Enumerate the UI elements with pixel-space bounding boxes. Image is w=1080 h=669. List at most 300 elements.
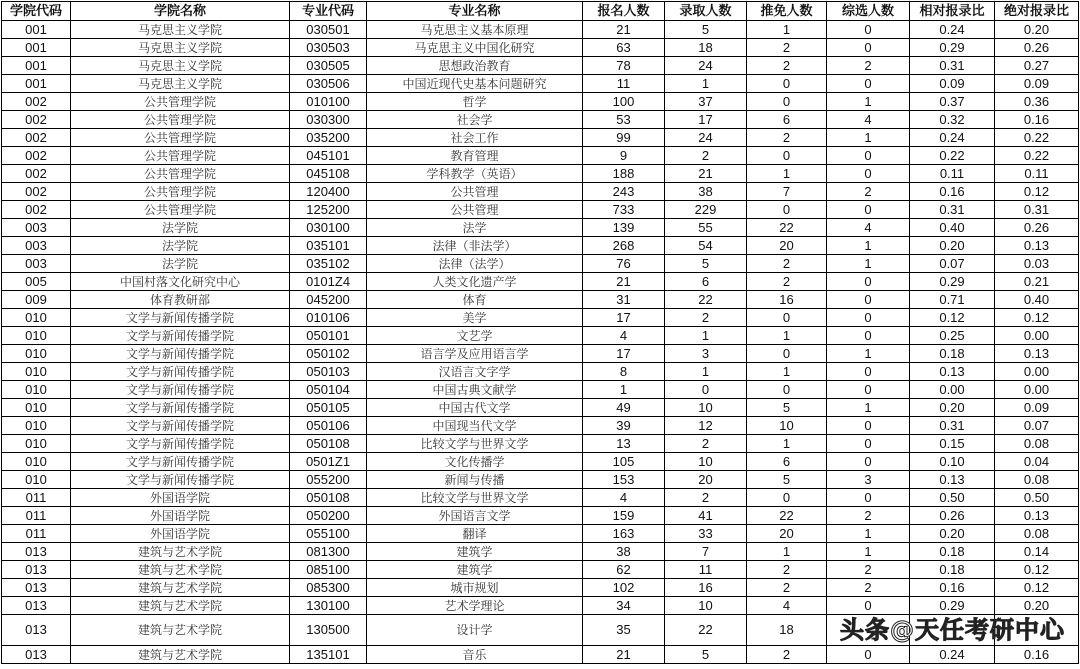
table-cell: 2 <box>747 129 827 147</box>
table-cell: 11 <box>665 561 747 579</box>
table-cell: 003 <box>2 237 71 255</box>
table-cell: 5 <box>665 21 747 39</box>
table-cell: 8 <box>583 363 665 381</box>
table-cell: 0.40 <box>995 291 1079 309</box>
table-cell: 建筑与艺术学院 <box>71 615 290 646</box>
table-row <box>2 543 1079 561</box>
table-cell: 建筑与艺术学院 <box>71 597 290 615</box>
table-cell: 011 <box>2 489 71 507</box>
table-cell: 0 <box>747 93 827 111</box>
table-cell: 38 <box>665 183 747 201</box>
admission-table <box>1 1 1079 664</box>
table-cell: 159 <box>583 507 665 525</box>
table-cell: 0 <box>747 381 827 399</box>
table-cell: 文学与新闻传播学院 <box>71 399 290 417</box>
table-cell: 013 <box>2 561 71 579</box>
header-row <box>2 2 1079 21</box>
table-cell: 4 <box>583 327 665 345</box>
table-cell: 1 <box>583 381 665 399</box>
table-cell: 0.04 <box>995 453 1079 471</box>
table-cell: 0.00 <box>995 381 1079 399</box>
table-cell: 0.07 <box>995 417 1079 435</box>
table-cell: 公共管理 <box>367 183 583 201</box>
table-cell: 24 <box>665 129 747 147</box>
table-cell: 55 <box>665 219 747 237</box>
table-cell: 0.24 <box>910 646 995 664</box>
table-cell: 002 <box>2 129 71 147</box>
table-cell: 公共管理 <box>367 201 583 219</box>
table-cell: 法学院 <box>71 237 290 255</box>
table-cell: 0.03 <box>995 255 1079 273</box>
column-header: 学院名称 <box>71 2 290 21</box>
table-cell: 0.00 <box>995 327 1079 345</box>
table-cell: 文学与新闻传播学院 <box>71 309 290 327</box>
table-cell: 045101 <box>290 147 367 165</box>
table-cell: 社会工作 <box>367 129 583 147</box>
table-cell: 085100 <box>290 561 367 579</box>
table-cell: 76 <box>583 255 665 273</box>
table-cell: 社会学 <box>367 111 583 129</box>
table-cell: 公共管理学院 <box>71 129 290 147</box>
table-cell: 33 <box>665 525 747 543</box>
table-cell: 0 <box>827 165 910 183</box>
table-cell: 1 <box>827 399 910 417</box>
table-cell: 010 <box>2 381 71 399</box>
table-cell: 城市规划 <box>367 579 583 597</box>
table-cell: 马克思主义学院 <box>71 39 290 57</box>
table-cell: 010 <box>2 309 71 327</box>
table-cell: 2 <box>747 646 827 664</box>
table-cell: 体育教研部 <box>71 291 290 309</box>
table-cell: 1 <box>827 345 910 363</box>
table-cell: 030501 <box>290 21 367 39</box>
table-cell: 0.08 <box>995 471 1079 489</box>
table-cell: 120400 <box>290 183 367 201</box>
table-cell: 2 <box>665 435 747 453</box>
table-cell: 49 <box>583 399 665 417</box>
table-cell: 050105 <box>290 399 367 417</box>
table-cell: 5 <box>665 646 747 664</box>
table-cell: 0.12 <box>910 309 995 327</box>
table-cell: 公共管理学院 <box>71 93 290 111</box>
table-cell: 001 <box>2 21 71 39</box>
table-cell: 10 <box>665 597 747 615</box>
table-row <box>2 327 1079 345</box>
table-cell: 0.50 <box>910 489 995 507</box>
table-cell: 文艺学 <box>367 327 583 345</box>
table-cell: 38 <box>583 543 665 561</box>
table-cell: 24 <box>665 57 747 75</box>
table-cell: 0 <box>747 309 827 327</box>
table-cell: 20 <box>747 237 827 255</box>
table-cell: 013 <box>2 543 71 561</box>
table-cell: 99 <box>583 129 665 147</box>
table-cell: 0.00 <box>910 381 995 399</box>
table-cell: 0.22 <box>995 129 1079 147</box>
table-cell: 比较文学与世界文学 <box>367 435 583 453</box>
table-cell: 公共管理学院 <box>71 201 290 219</box>
table-cell: 0.07 <box>910 255 995 273</box>
table-cell: 0 <box>827 147 910 165</box>
table-cell: 1 <box>827 543 910 561</box>
table-cell: 0 <box>747 345 827 363</box>
table-cell: 130100 <box>290 597 367 615</box>
table-cell: 比较文学与世界文学 <box>367 489 583 507</box>
column-header: 相对报录比 <box>910 2 995 21</box>
table-cell: 0.37 <box>910 93 995 111</box>
table-row <box>2 646 1079 664</box>
table-cell: 建筑与艺术学院 <box>71 579 290 597</box>
table-cell: 12 <box>665 417 747 435</box>
table-cell: 0 <box>747 489 827 507</box>
table-cell: 10 <box>747 417 827 435</box>
table-cell: 229 <box>665 201 747 219</box>
table-cell: 1 <box>827 237 910 255</box>
table-cell: 建筑学 <box>367 543 583 561</box>
table-row <box>2 453 1079 471</box>
table-cell: 0.08 <box>995 525 1079 543</box>
table-cell: 002 <box>2 147 71 165</box>
table-cell: 20 <box>747 525 827 543</box>
table-cell: 0.15 <box>910 435 995 453</box>
table-cell: 0.26 <box>995 39 1079 57</box>
table-cell: 011 <box>2 507 71 525</box>
table-cell: 030503 <box>290 39 367 57</box>
table-cell: 7 <box>747 183 827 201</box>
table-cell: 001 <box>2 75 71 93</box>
table-cell: 0 <box>827 39 910 57</box>
table-cell: 0 <box>747 201 827 219</box>
table-cell: 法学 <box>367 219 583 237</box>
table-cell: 9 <box>583 147 665 165</box>
table-cell: 0 <box>827 291 910 309</box>
table-row <box>2 579 1079 597</box>
table-cell: 0 <box>827 273 910 291</box>
table-cell: 0.31 <box>910 201 995 219</box>
table-cell: 5 <box>747 399 827 417</box>
table-cell: 文学与新闻传播学院 <box>71 471 290 489</box>
table-cell: 0 <box>827 327 910 345</box>
table-cell: 3 <box>665 345 747 363</box>
table-cell: 0.12 <box>995 309 1079 327</box>
column-header: 绝对报录比 <box>995 2 1079 21</box>
table-row <box>2 273 1079 291</box>
table-cell: 5 <box>665 255 747 273</box>
table-cell: 0.12 <box>995 579 1079 597</box>
table-cell: 54 <box>665 237 747 255</box>
table-cell: 011 <box>2 525 71 543</box>
table-cell: 2 <box>747 273 827 291</box>
table-row <box>2 309 1079 327</box>
table-cell: 马克思主义中国化研究 <box>367 39 583 57</box>
table-cell: 045200 <box>290 291 367 309</box>
table-cell: 0.40 <box>910 219 995 237</box>
table-cell: 050200 <box>290 507 367 525</box>
table-cell: 5 <box>747 471 827 489</box>
table-cell: 体育 <box>367 291 583 309</box>
table-cell: 6 <box>665 273 747 291</box>
table-cell: 0 <box>827 309 910 327</box>
table-cell: 1 <box>665 327 747 345</box>
table-cell: 010 <box>2 417 71 435</box>
table-cell: 0.13 <box>910 471 995 489</box>
table-cell: 0.31 <box>995 201 1079 219</box>
table-cell: 中国村落文化研究中心 <box>71 273 290 291</box>
table-cell: 0 <box>827 597 910 615</box>
table-row <box>2 183 1079 201</box>
table-cell: 0.20 <box>910 525 995 543</box>
table-cell: 243 <box>583 183 665 201</box>
table-cell: 4 <box>827 111 910 129</box>
table-cell: 0 <box>827 21 910 39</box>
table-cell: 17 <box>583 309 665 327</box>
table-cell: 050101 <box>290 327 367 345</box>
table-cell: 马克思主义学院 <box>71 57 290 75</box>
table-cell: 4 <box>583 489 665 507</box>
table-cell: 文学与新闻传播学院 <box>71 417 290 435</box>
table-cell: 语言学及应用语言学 <box>367 345 583 363</box>
table-cell: 2 <box>747 561 827 579</box>
table-cell: 030300 <box>290 111 367 129</box>
table-cell: 31 <box>583 291 665 309</box>
table-cell: 0 <box>665 381 747 399</box>
table-cell: 公共管理学院 <box>71 147 290 165</box>
table-cell: 外国语言文学 <box>367 507 583 525</box>
table-cell: 0.29 <box>910 39 995 57</box>
table-cell: 建筑与艺术学院 <box>71 561 290 579</box>
table-cell: 0.24 <box>910 129 995 147</box>
table-cell: 055200 <box>290 471 367 489</box>
table-cell: 11 <box>583 75 665 93</box>
table-cell: 0.36 <box>995 93 1079 111</box>
table-cell: 22 <box>665 615 747 646</box>
table-row <box>2 561 1079 579</box>
table-cell: 53 <box>583 111 665 129</box>
table-row <box>2 507 1079 525</box>
table-row <box>2 291 1079 309</box>
table-cell: 1 <box>827 93 910 111</box>
table-cell: 0 <box>747 75 827 93</box>
column-header: 专业代码 <box>290 2 367 21</box>
table-cell: 153 <box>583 471 665 489</box>
table-cell: 2 <box>747 579 827 597</box>
table-cell: 0.13 <box>995 237 1079 255</box>
table-cell: 002 <box>2 165 71 183</box>
table-row <box>2 201 1079 219</box>
table-cell: 081300 <box>290 543 367 561</box>
table-cell: 法律（非法学） <box>367 237 583 255</box>
table-cell: 22 <box>665 291 747 309</box>
table-cell: 39 <box>583 417 665 435</box>
table-cell: 050108 <box>290 489 367 507</box>
table-cell: 0.22 <box>910 147 995 165</box>
table-cell: 公共管理学院 <box>71 165 290 183</box>
table-cell: 10 <box>665 399 747 417</box>
table-cell: 0.29 <box>910 597 995 615</box>
table-cell: 法律（法学） <box>367 255 583 273</box>
table-cell: 0.32 <box>910 111 995 129</box>
table-cell: 002 <box>2 183 71 201</box>
table-cell: 135101 <box>290 646 367 664</box>
table-cell: 外国语学院 <box>71 525 290 543</box>
table-cell: 新闻与传播 <box>367 471 583 489</box>
table-cell: 外国语学院 <box>71 489 290 507</box>
table-cell: 建筑学 <box>367 561 583 579</box>
table-cell: 010 <box>2 363 71 381</box>
table-cell: 学科教学（英语） <box>367 165 583 183</box>
table-cell: 37 <box>665 93 747 111</box>
table-cell: 1 <box>747 543 827 561</box>
table-cell: 2 <box>747 255 827 273</box>
table-cell: 0.11 <box>995 165 1079 183</box>
table-cell: 中国古代文学 <box>367 399 583 417</box>
table-cell: 0.18 <box>910 543 995 561</box>
table-cell: 1 <box>665 75 747 93</box>
table-cell: 0.18 <box>910 561 995 579</box>
table-cell: 0.12 <box>995 183 1079 201</box>
table-cell: 1 <box>747 363 827 381</box>
table-cell: 马克思主义学院 <box>71 21 290 39</box>
table-cell: 文学与新闻传播学院 <box>71 327 290 345</box>
table-cell: 100 <box>583 93 665 111</box>
table-cell: 2 <box>665 309 747 327</box>
table-cell: 外国语学院 <box>71 507 290 525</box>
table-cell: 建筑与艺术学院 <box>71 543 290 561</box>
table-cell: 0101Z4 <box>290 273 367 291</box>
table-cell: 2 <box>827 561 910 579</box>
table-cell: 0.26 <box>910 507 995 525</box>
table-cell: 035102 <box>290 255 367 273</box>
table-cell: 0.14 <box>995 543 1079 561</box>
table-cell: 030506 <box>290 75 367 93</box>
table-cell: 0.20 <box>910 237 995 255</box>
table-cell: 163 <box>583 525 665 543</box>
table-row <box>2 147 1079 165</box>
table-cell: 105 <box>583 453 665 471</box>
table-cell: 050104 <box>290 381 367 399</box>
table-cell: 002 <box>2 201 71 219</box>
table-row <box>2 489 1079 507</box>
table-cell: 0.09 <box>995 399 1079 417</box>
table-cell: 21 <box>665 165 747 183</box>
table-cell: 010106 <box>290 309 367 327</box>
table-cell: 0.31 <box>910 57 995 75</box>
table-cell: 文学与新闻传播学院 <box>71 381 290 399</box>
table-cell: 2 <box>827 183 910 201</box>
table-row <box>2 93 1079 111</box>
table-cell: 10 <box>665 453 747 471</box>
table-row <box>2 237 1079 255</box>
table-cell: 010 <box>2 399 71 417</box>
table-cell: 005 <box>2 273 71 291</box>
table-cell: 63 <box>583 39 665 57</box>
table-cell: 010100 <box>290 93 367 111</box>
table-row <box>2 471 1079 489</box>
table-cell: 1 <box>747 165 827 183</box>
table-cell: 050108 <box>290 435 367 453</box>
table-cell: 1 <box>747 21 827 39</box>
table-cell: 0.16 <box>910 183 995 201</box>
table-cell: 16 <box>665 579 747 597</box>
table-cell: 18 <box>665 39 747 57</box>
table-cell: 马克思主义学院 <box>71 75 290 93</box>
table-cell: 0 <box>827 75 910 93</box>
table-cell: 0 <box>827 489 910 507</box>
table-cell: 085300 <box>290 579 367 597</box>
table-cell: 中国近现代史基本问题研究 <box>367 75 583 93</box>
table-cell: 0 <box>827 435 910 453</box>
table-row <box>2 255 1079 273</box>
table-cell: 哲学 <box>367 93 583 111</box>
table-cell: 0501Z1 <box>290 453 367 471</box>
table-cell: 002 <box>2 111 71 129</box>
table-cell: 3 <box>827 471 910 489</box>
table-row <box>2 597 1079 615</box>
table-cell: 0.20 <box>995 21 1079 39</box>
table-cell: 102 <box>583 579 665 597</box>
table-cell: 文学与新闻传播学院 <box>71 363 290 381</box>
table-cell: 0.13 <box>995 345 1079 363</box>
table-cell: 1 <box>665 363 747 381</box>
table-row <box>2 129 1079 147</box>
table-cell: 050103 <box>290 363 367 381</box>
table-cell: 0 <box>827 646 910 664</box>
table-cell: 2 <box>827 57 910 75</box>
table-row <box>2 417 1079 435</box>
table-cell: 030505 <box>290 57 367 75</box>
table-cell: 0.00 <box>995 363 1079 381</box>
table-cell: 030100 <box>290 219 367 237</box>
table-cell: 268 <box>583 237 665 255</box>
column-header: 学院代码 <box>2 2 71 21</box>
table-cell: 1 <box>827 129 910 147</box>
table-cell: 41 <box>665 507 747 525</box>
table-cell: 0 <box>827 201 910 219</box>
table-cell: 教育管理 <box>367 147 583 165</box>
table-cell: 0.20 <box>910 399 995 417</box>
table-cell: 0.71 <box>910 291 995 309</box>
table-cell: 013 <box>2 579 71 597</box>
table-cell: 0.27 <box>995 57 1079 75</box>
table-cell: 139 <box>583 219 665 237</box>
table-cell: 公共管理学院 <box>71 111 290 129</box>
table-cell: 20 <box>665 471 747 489</box>
table-cell: 22 <box>747 219 827 237</box>
table-cell: 0.10 <box>910 453 995 471</box>
table-cell: 7 <box>665 543 747 561</box>
table-cell: 美学 <box>367 309 583 327</box>
table-row <box>2 21 1079 39</box>
table-cell: 0.25 <box>910 327 995 345</box>
table-cell: 中国古典文献学 <box>367 381 583 399</box>
table-row <box>2 399 1079 417</box>
table-cell: 0 <box>747 147 827 165</box>
table-cell: 010 <box>2 453 71 471</box>
table-cell: 34 <box>583 597 665 615</box>
column-header: 录取人数 <box>665 2 747 21</box>
table-cell: 188 <box>583 165 665 183</box>
table-row <box>2 345 1079 363</box>
table-cell: 0.22 <box>995 147 1079 165</box>
table-cell: 6 <box>747 453 827 471</box>
table-cell: 13 <box>583 435 665 453</box>
table-cell: 21 <box>583 273 665 291</box>
table-cell: 马克思主义基本原理 <box>367 21 583 39</box>
table-cell: 733 <box>583 201 665 219</box>
table-cell: 0.09 <box>910 75 995 93</box>
table-cell: 62 <box>583 561 665 579</box>
table-cell: 2 <box>827 579 910 597</box>
